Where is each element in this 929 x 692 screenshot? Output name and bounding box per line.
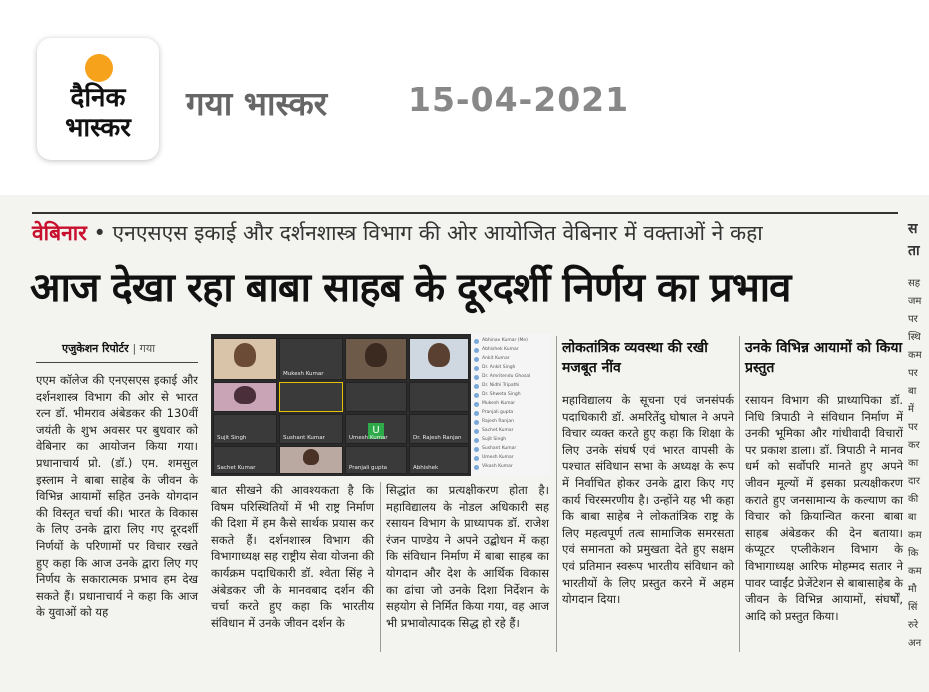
kicker-subtitle: • एनएसएस इकाई और दर्शनशास्त्र विभाग की ओर आयोजित वेबिनार में वक्ताओं ने कहा: [93, 221, 763, 245]
top-rule: [32, 212, 898, 214]
tile-name: Abhishek: [413, 465, 439, 471]
video-tile: [213, 382, 277, 412]
column-2: बात सीखने की आवश्यकता है कि विषम परिस्थितियों में भी राष्ट्र निर्माण की दिशा में हम कैसे सार्थक प्रयास कर सकते हैं। दर्शनशास्त्र विभाग की विभागाध्यक्ष सह राष्ट्रीय सेवा योजना की कार्यक्रम पदाधिकारी डॉ. श्वेता सिंह ने अंबेडकर जी के मानवबाद दर्शन की चर्चा करते हुए कहा कि भारतीय संविधान में उनके जीवन दर्शन के: [211, 483, 374, 630]
video-tile-active: [279, 382, 343, 412]
user-icon: [474, 393, 479, 398]
edition-date: 15-04-2021: [408, 80, 630, 119]
participant-row: Abhinav Kumar (Me): [474, 338, 548, 345]
user-icon: [474, 357, 479, 362]
column-4: महाविद्यालय के सूचना एवं जनसंपर्क पदाधिकारी डॉ. अमरितेंदु घोषाल ने अपने विचार व्यक्त करते हुए कहा कि शिक्षा के लिए उनके संघर्ष एवं भारत वापसी के पश्चात संविधान सभा के अध्यक्ष के रूप में निर्वाचित होकर उनके द्वारा किए गए कार्य चिरस्मरणीय है। उन्होंने यह भी कहा कि बाबा साहेब ने लोकतांत्रिक राष्ट्र के लिए महत्वपूर्ण तत्व सामाजिक समरसता एवं समानता को प्रमुखता देते हुए सक्षम एवं प्रतिमान स्वरूप भारतीय संविधान को भारतीयों के लिए प्रस्तुत करने में अहम योगदान दिया।: [562, 393, 734, 607]
adjacent-article-edge: स ता सह जम पर स्थि कम पर बा में पर कर का दार की बा कम कि कम मौ सिं रुरे अन: [905, 205, 929, 692]
video-tile: [409, 414, 469, 444]
video-tile: [345, 338, 407, 380]
user-icon: [474, 429, 479, 434]
kicker: [32, 219, 763, 247]
participant-row: Sachet Kumar: [474, 428, 548, 435]
participant-row: Pranjali gupta: [474, 410, 548, 417]
user-icon: [474, 402, 479, 407]
video-tile: [279, 414, 343, 444]
tile-name: Dr. Rajesh Ranjan: [413, 435, 462, 441]
column-divider: [380, 482, 381, 652]
participant-row: Abhishek Kumar: [474, 347, 548, 354]
header-bar: [0, 0, 929, 195]
column-3: सिद्धांत का प्रत्यक्षीकरण होता है। महाविद्यालय के नोडल अधिकारी सह रसायन विभाग के प्राध्यापक डॉ. राजेश रंजन पाण्डेय ने अपने उद्बोधन में कहा कि संविधान निर्माण में बाबा साहब का योगदान और देश के आर्थिक विकास का ढांचा जो उनके दिशा निर्देशन के सहयोग से निर्मित किया गया, वह आज भी प्रभावोत्पादक सिद्ध हो रहे हैं।: [386, 483, 549, 630]
video-tile: [213, 338, 277, 380]
dainik-bhaskar-logo: [37, 38, 159, 160]
tile-name: Umesh Kumar: [349, 435, 388, 441]
user-icon: [474, 438, 479, 443]
participant-face: [234, 386, 256, 404]
participant-row: Mukesh Kumar: [474, 401, 548, 408]
participant-face: [303, 449, 319, 465]
subheading-democracy: लोकतांत्रिक व्यवस्था की रखी मजबूत नींव: [562, 340, 708, 376]
user-icon: [474, 411, 479, 416]
participant-face: [234, 343, 256, 367]
video-tile: [345, 414, 407, 444]
participant-row: Dr. Ankit Singh: [474, 365, 548, 372]
video-tile: [409, 382, 469, 412]
byline-rule: [36, 362, 198, 363]
video-tile: [213, 446, 277, 474]
participant-row: Dr. Shweta Singh: [474, 392, 548, 399]
tile-name: Sujit Singh: [217, 435, 247, 441]
column-divider: [739, 336, 740, 652]
video-tile: [213, 414, 277, 444]
participant-row: Dr. Amritendu Ghosal: [474, 374, 548, 381]
tile-name: Pranjali gupta: [349, 465, 388, 471]
participant-row: Vikash Kumar: [474, 464, 548, 471]
column-5: रसायन विभाग की प्राध्यापिका डॉ. निधि त्रिपाठी ने संविधान निर्माण में उनकी भूमिका और गांधीवादी विचारों पर प्रकाश डाला। डॉ. त्रिपाठी ने मानव धर्म को सर्वोपरि मानते हुए अपने जीवन मूल्यों में इसका प्रत्यक्षीकरण कराते हुए जनसामान्य के कल्याण का विचार को क्रियान्वित करना बाबा साहब अंबेडकर की देन बताया। कंप्यूटर एप्लीकेशन विभाग के विभागाध्यक्ष आरिफ मोहम्मद सतार ने पावर प्वाईंट प्रेजेंटेशन से बाबासाहेब के जीवन के विभिन्न आयामों, संघर्षों, आदि को प्रस्तुत किया।: [745, 393, 903, 623]
user-icon: [474, 384, 479, 389]
tile-name: Sachet Kumar: [217, 465, 256, 471]
subheading-dimensions: उनके विभिन्न आयामों को किया प्रस्तुत: [745, 340, 903, 376]
video-tile: [409, 338, 469, 380]
edition-name: गया भास्कर: [186, 84, 328, 123]
user-icon: [474, 465, 479, 470]
tile-name: Sushant Kumar: [283, 435, 325, 441]
user-icon: [474, 456, 479, 461]
participant-row: Sushant Kumar: [474, 446, 548, 453]
user-icon: [474, 420, 479, 425]
user-icon: [474, 366, 479, 371]
column-1: एएम कॉलेज की एनएसएस इकाई और दर्शनशास्त्र विभाग की ओर से भारत रत्न डॉ. भीमराव अंबेडकर की 130वीं जयंती के शुभ अवसर पर बुधवार को वेबिनार का आयोजन किया गया। प्रधानाचार्य प्रो. (डॉ.) एम. शमसुल इस्लाम ने बाबा साहेब के जीवन के विभिन्न आयामों सहित उनके योगदान की विस्तृत चर्चा की। भारत के विकास के लिए उनके द्वारा लिए गए दूरदर्शी निर्णयों के परिणामों पर विचार रखते हुए कहा कि आज उनके द्वारा लिए गए निर्णय के सकारात्मक प्रभाव हम देख सकते हैं। प्रधानाचार्य ने कहा कि आज के युवाओं को यह: [36, 373, 198, 620]
byline-city: | गया: [132, 342, 156, 355]
user-icon: [474, 348, 479, 353]
logo-line-2: भास्कर: [65, 113, 131, 143]
video-tile: [345, 382, 407, 412]
participant-face: [428, 343, 450, 367]
byline: [62, 341, 155, 356]
avatar: U: [368, 423, 384, 439]
kicker-label: वेबिनार: [32, 221, 87, 245]
participant-row: Sujit Singh: [474, 437, 548, 444]
tile-name: Mukesh Kumar: [283, 371, 324, 377]
participant-row: Ankit Kumar: [474, 356, 548, 363]
byline-reporter: एजुकेशन रिपोर्टर: [62, 342, 129, 355]
video-tile: [279, 446, 343, 474]
user-icon: [474, 375, 479, 380]
user-icon: [474, 339, 479, 344]
participant-row: Umesh Kumar: [474, 455, 548, 462]
user-icon: [474, 447, 479, 452]
video-tile: [345, 446, 407, 474]
participant-face: [365, 343, 387, 367]
video-tile: [409, 446, 469, 474]
logo-line-1: दैनिक: [70, 83, 126, 113]
participant-row: Dr. Nidhi Tripathi: [474, 383, 548, 390]
headline: आज देखा रहा बाबा साहब के दूरदर्शी निर्णय का प्रभाव: [30, 265, 791, 311]
sun-icon: [85, 54, 113, 82]
video-tile: [279, 338, 343, 380]
participants-panel: [471, 334, 551, 476]
participant-row: Rajesh Ranjan: [474, 419, 548, 426]
column-divider: [556, 336, 557, 652]
